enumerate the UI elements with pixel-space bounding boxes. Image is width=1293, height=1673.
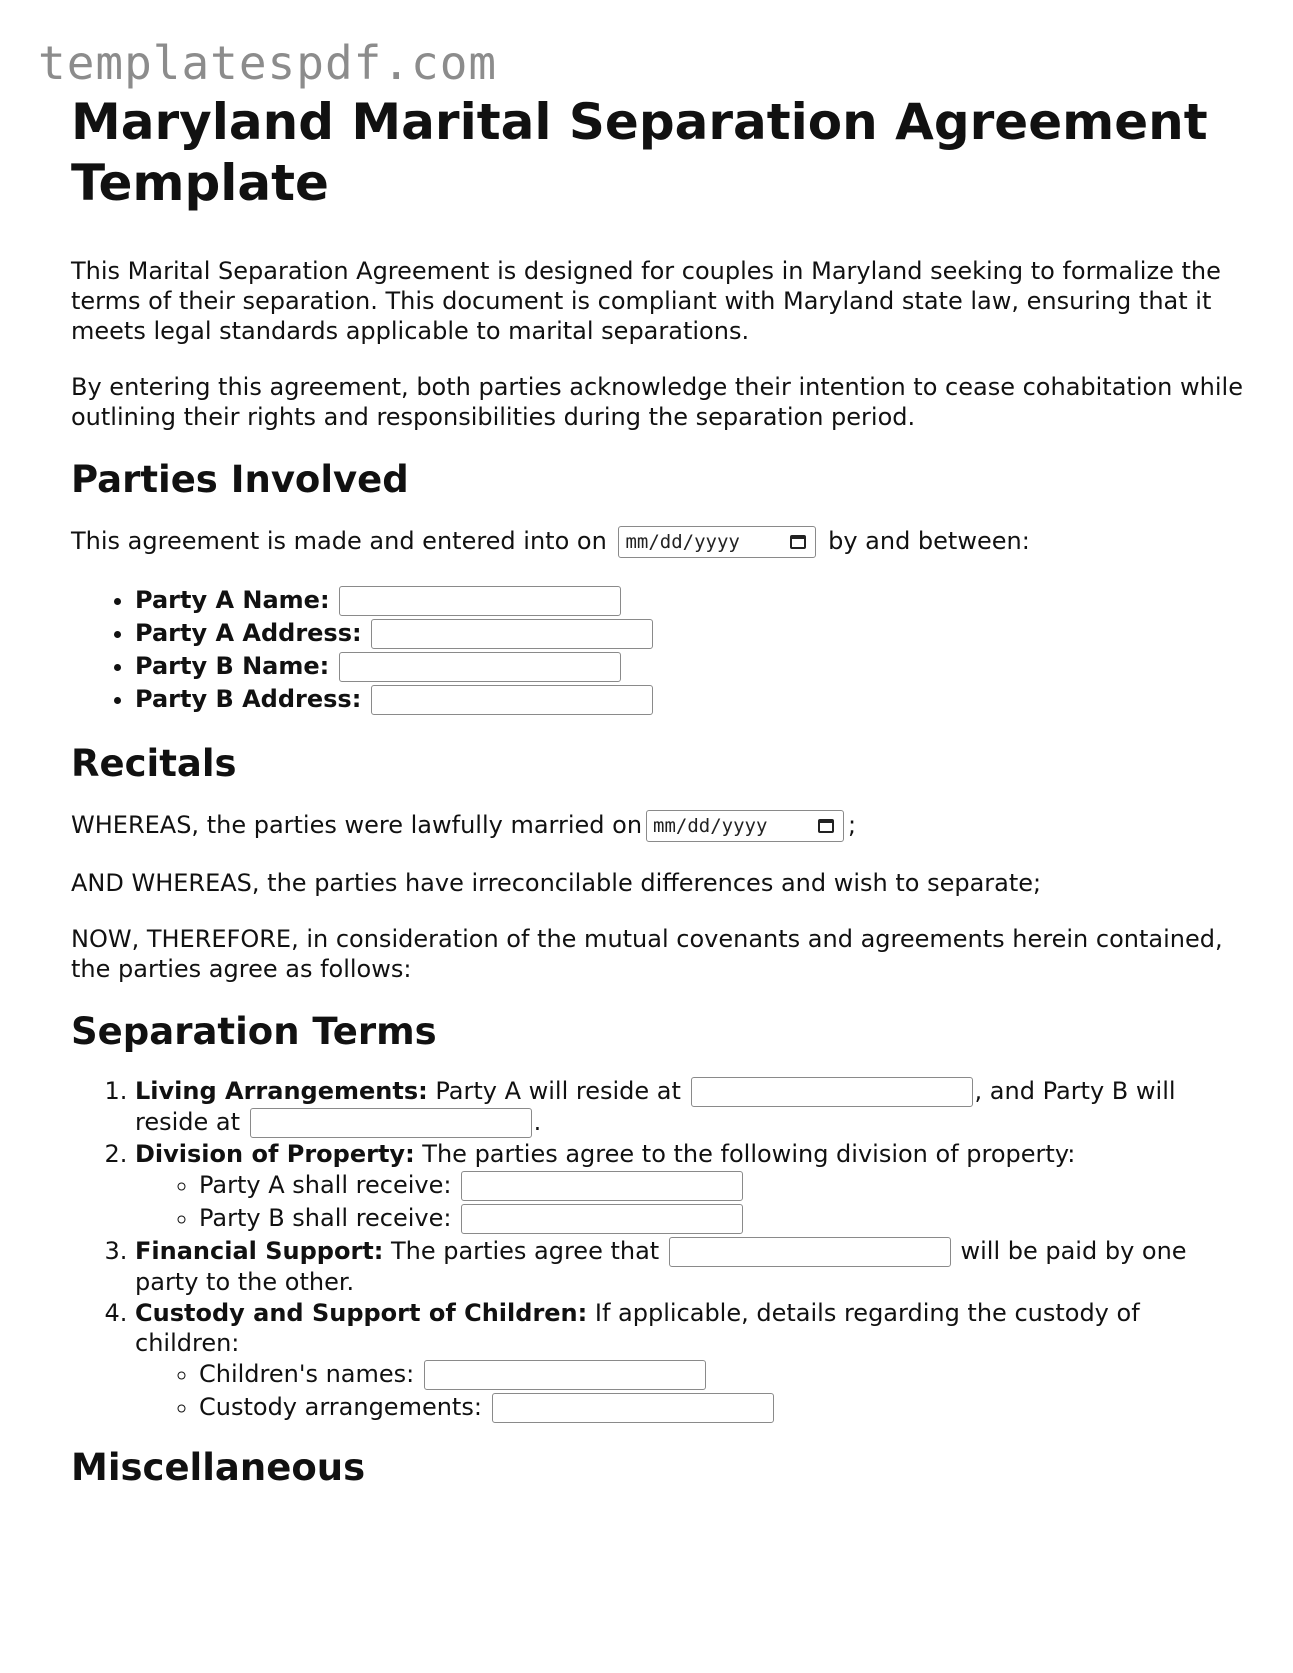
- list-item: [135, 650, 1251, 683]
- marriage-date-placeholder: mm/dd/yyyy: [653, 815, 768, 837]
- support-amount-input[interactable]: [669, 1237, 951, 1267]
- party-a-name-label: Party A Name:: [135, 586, 330, 614]
- marriage-date-line: [71, 808, 1251, 842]
- intro-paragraph-1: This Marital Separation Agreement is designed for couples in Maryland seeking to formalize the terms of their separation. This document is compliant with Maryland state law, ensuring that it meets legal standards applicable to marital separations.: [71, 257, 1221, 345]
- parties-list: [71, 584, 1251, 716]
- terms-list: [71, 1076, 1251, 1424]
- party-b-receive-input[interactable]: [461, 1204, 743, 1234]
- financial-label: Financial Support:: [135, 1237, 384, 1265]
- custody-arrangements-input[interactable]: [492, 1393, 774, 1423]
- agreement-date-text-before: This agreement is made and entered into on: [71, 527, 607, 555]
- recitals-heading: Recitals: [71, 742, 237, 785]
- list-item: [199, 1358, 1251, 1391]
- party-b-address-label: Party B Address:: [135, 685, 362, 713]
- calendar-icon[interactable]: [818, 819, 834, 833]
- marriage-date-input[interactable]: [646, 810, 844, 842]
- party-a-address-label: Party A Address:: [135, 619, 362, 647]
- agreement-date-text-after: by and between:: [828, 527, 1030, 555]
- parties-heading: Parties Involved: [71, 458, 409, 501]
- living-text-2: , and Party B will reside at: [135, 1077, 1176, 1136]
- party-a-name-input[interactable]: [339, 586, 621, 616]
- custody-sublist: [135, 1358, 1251, 1424]
- document-body: [71, 92, 1251, 1512]
- living-text-1: Party A will reside at: [427, 1077, 689, 1105]
- party-b-receive-label: Party B shall receive:: [199, 1204, 452, 1232]
- children-names-input[interactable]: [424, 1360, 706, 1390]
- party-a-address-input[interactable]: [371, 619, 653, 649]
- list-item: [135, 683, 1251, 716]
- list-item: [199, 1202, 1251, 1235]
- party-b-residence-input[interactable]: [250, 1108, 532, 1138]
- property-sublist: [135, 1169, 1251, 1235]
- marriage-date-text-before: WHEREAS, the parties were lawfully married on: [71, 811, 643, 839]
- list-item: [135, 617, 1251, 650]
- intro-paragraph-2: By entering this agreement, both parties acknowledge their intention to cease cohabitation while outlining their rights and responsibilities during the separation period.: [71, 373, 1243, 431]
- term-financial-support: [135, 1236, 1251, 1297]
- miscellaneous-heading: Miscellaneous: [71, 1446, 366, 1489]
- party-a-receive-label: Party A shall receive:: [199, 1171, 452, 1199]
- living-label: Living Arrangements:: [135, 1077, 428, 1105]
- custody-text: If applicable, details regarding the custody of children:: [135, 1299, 1140, 1357]
- custody-label: Custody and Support of Children:: [135, 1299, 588, 1327]
- list-item: [199, 1391, 1251, 1424]
- page-title: Maryland Marital Separation Agreement Template: [71, 93, 1208, 212]
- property-text: The parties agree to the following division of property:: [414, 1140, 1076, 1168]
- agreement-date-line: [71, 524, 1251, 558]
- party-a-residence-input[interactable]: [691, 1077, 973, 1107]
- recital-therefore: NOW, THEREFORE, in consideration of the mutual covenants and agreements herein contained, the parties agree as follows:: [71, 925, 1223, 983]
- party-b-address-input[interactable]: [371, 685, 653, 715]
- children-names-label: Children's names:: [199, 1360, 415, 1388]
- terms-heading: Separation Terms: [71, 1010, 437, 1053]
- party-b-name-input[interactable]: [339, 652, 621, 682]
- recital-differences: AND WHEREAS, the parties have irreconcilable differences and wish to separate;: [71, 869, 1042, 897]
- property-label: Division of Property:: [135, 1140, 415, 1168]
- financial-text-2: will be paid by one party to the other.: [135, 1237, 1187, 1296]
- agreement-date-placeholder: mm/dd/yyyy: [625, 531, 740, 553]
- party-a-receive-input[interactable]: [461, 1171, 743, 1201]
- living-text-3: .: [533, 1108, 542, 1136]
- site-watermark: templatespdf.com: [38, 36, 498, 90]
- agreement-date-input[interactable]: [618, 526, 816, 558]
- term-division-of-property: [135, 1139, 1251, 1235]
- calendar-icon[interactable]: [790, 535, 806, 549]
- list-item: [199, 1169, 1251, 1202]
- term-living-arrangements: [135, 1076, 1251, 1138]
- financial-text-1: The parties agree that: [383, 1237, 667, 1265]
- list-item: [135, 584, 1251, 617]
- custody-arrangements-label: Custody arrangements:: [199, 1393, 482, 1421]
- marriage-date-text-after: ;: [848, 811, 857, 839]
- term-custody-support: [135, 1298, 1251, 1424]
- party-b-name-label: Party B Name:: [135, 652, 330, 680]
